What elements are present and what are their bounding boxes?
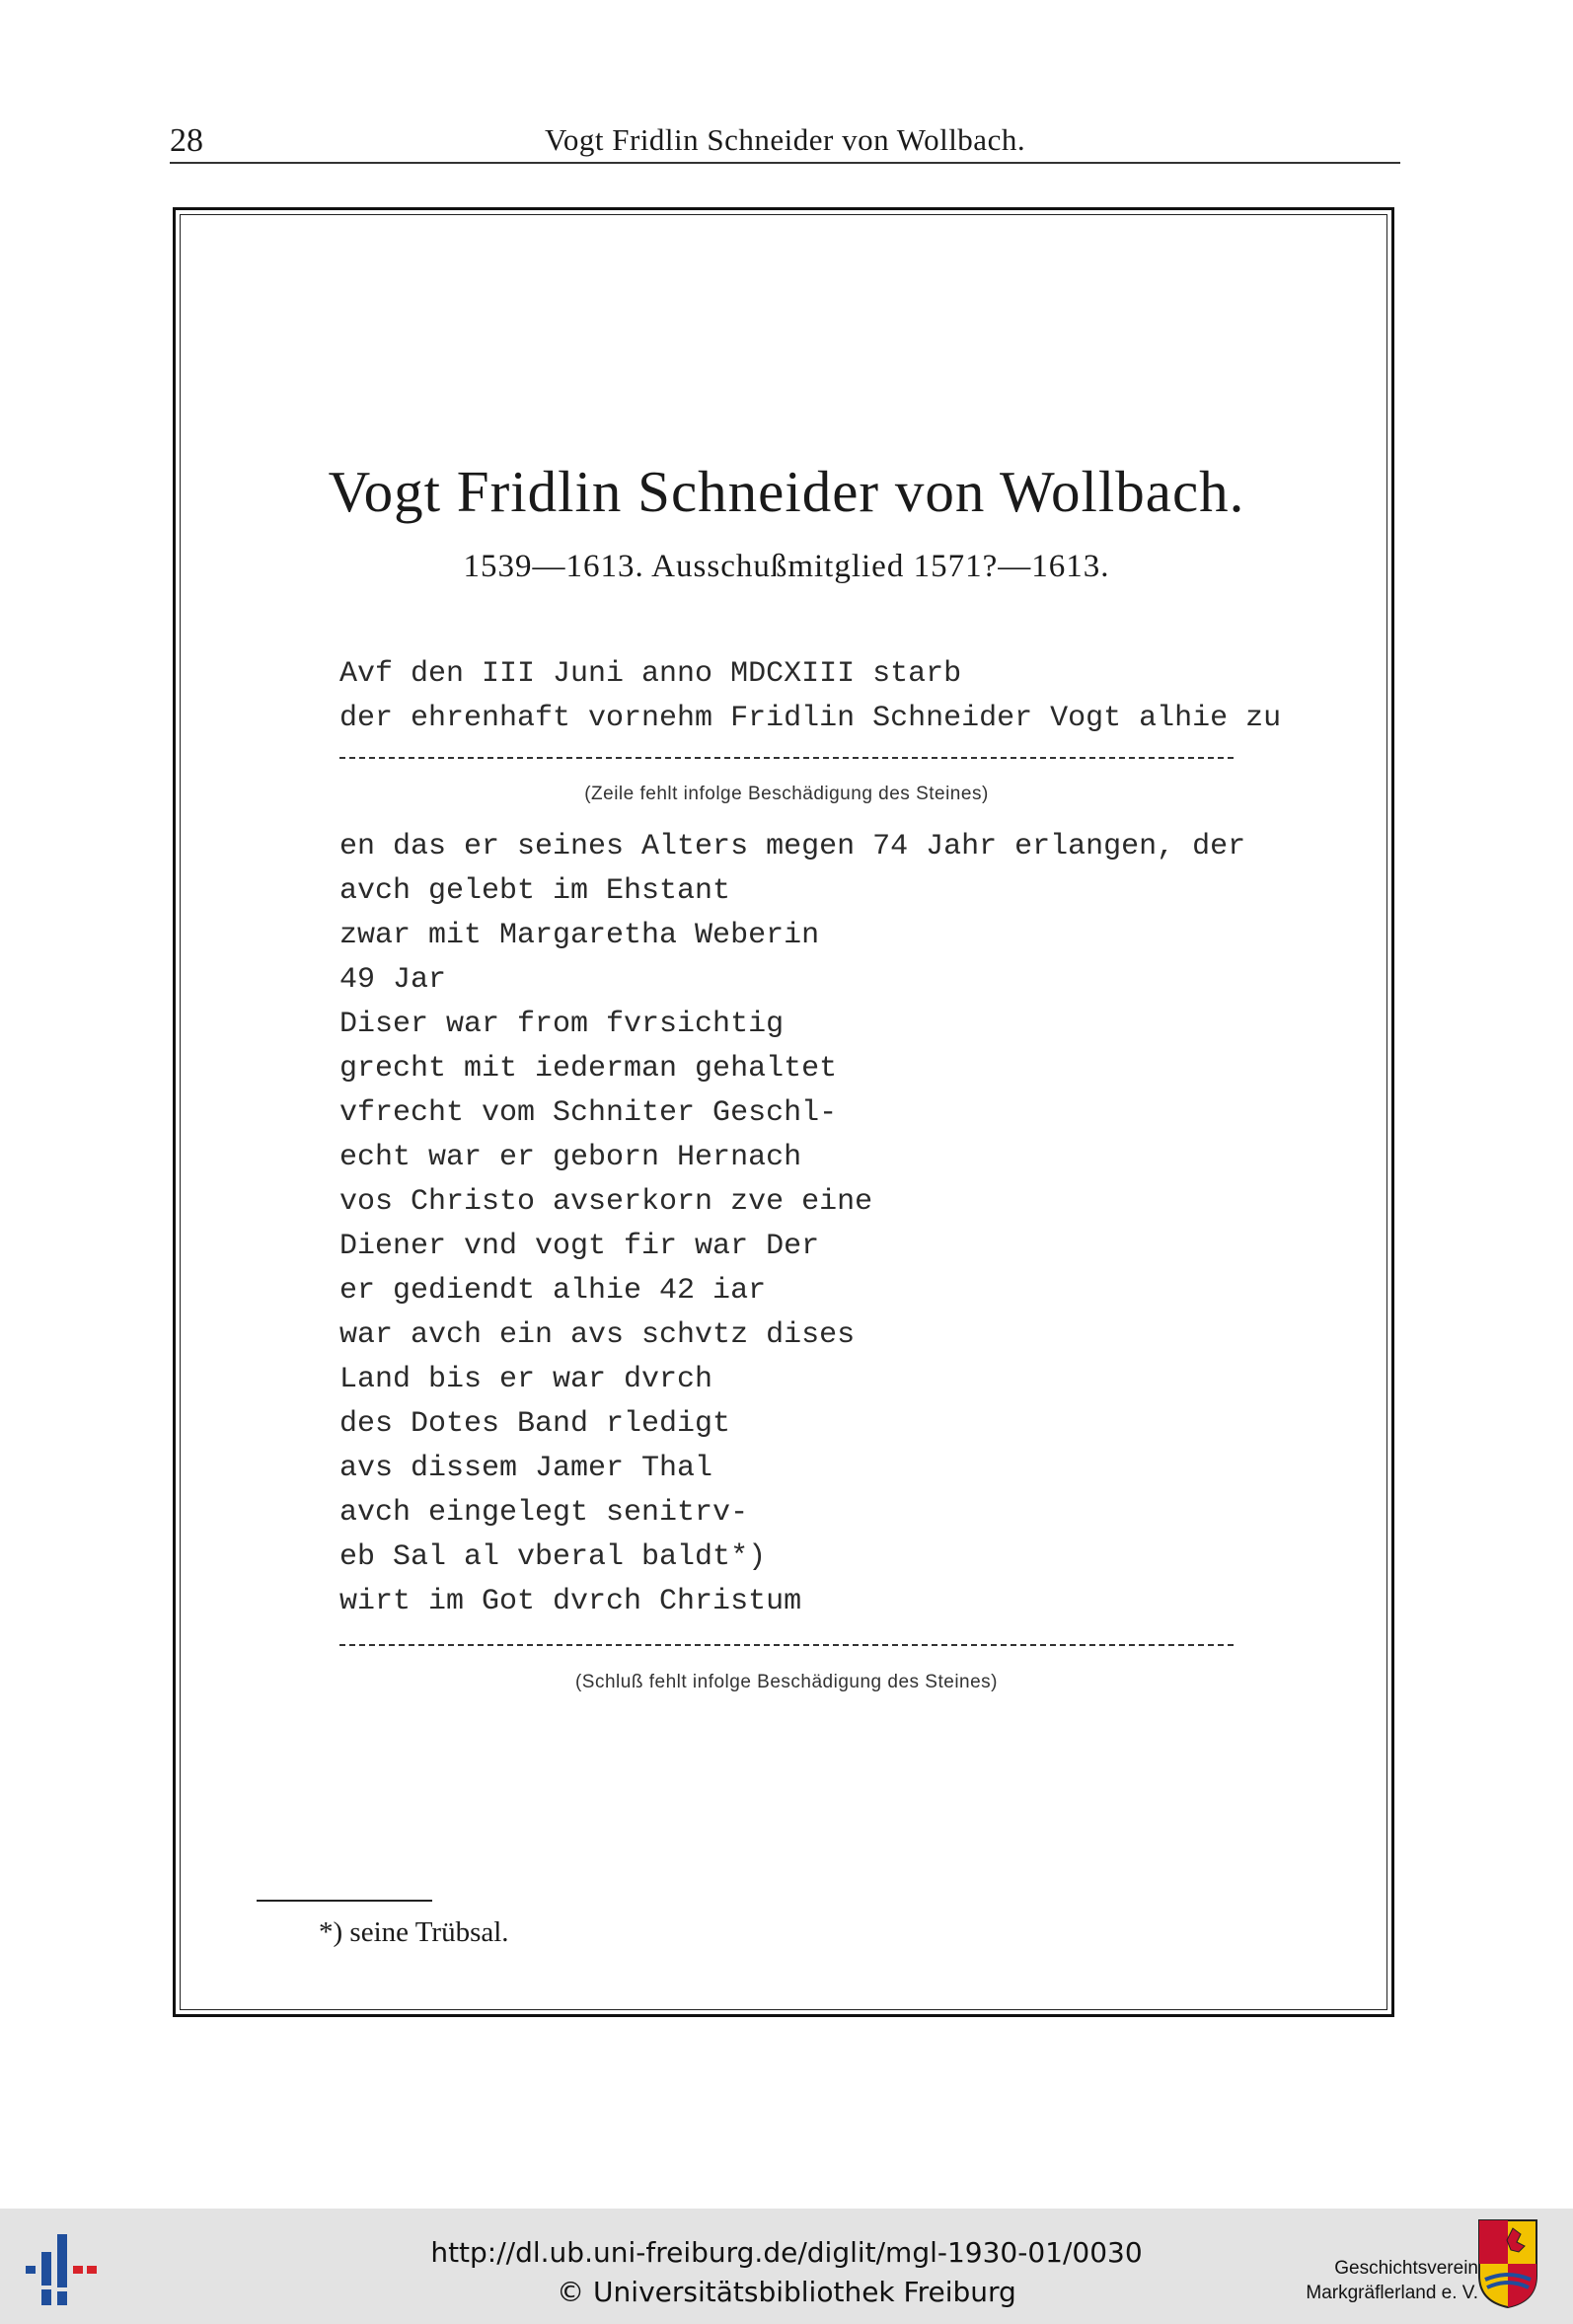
article-title: Vogt Fridlin Schneider von Wollbach. bbox=[328, 459, 1245, 524]
inscription-line: echt war er geborn Hernach bbox=[339, 1141, 802, 1174]
inscription-line: vfrecht vom Schniter Geschl- bbox=[339, 1096, 838, 1130]
end-note: (Schluß fehlt infolge Beschädigung des Steines) bbox=[574, 1672, 999, 1692]
article-subtitle: 1539—1613. Ausschußmitglied 1571?—1613. bbox=[463, 549, 1110, 584]
header-rule bbox=[170, 162, 1400, 164]
running-title: Vogt Fridlin Schneider von Wollbach. bbox=[545, 122, 1026, 157]
inscription-line: en das er seines Alters megen 74 Jahr erlangen, der bbox=[339, 830, 1246, 863]
coat-of-arms-icon bbox=[1477, 2218, 1538, 2309]
inscription-line: 49 Jar bbox=[339, 963, 447, 997]
inscription-line: wirt im Got dvrch Christum bbox=[339, 1585, 802, 1618]
inscription-line: Diser war from fvrsichtig bbox=[339, 1008, 785, 1041]
viewer-footer bbox=[0, 2209, 1573, 2324]
permalink-url[interactable]: http://dl.ub.uni-freiburg.de/diglit/mgl-1930-01/0030 bbox=[430, 2236, 1143, 2269]
inscription-line: eb Sal al vberal baldt*) bbox=[339, 1540, 767, 1574]
inscription-line: er gediendt alhie 42 iar bbox=[339, 1274, 767, 1308]
inscription-line: vos Christo avserkorn zve eine bbox=[339, 1185, 873, 1219]
inscription-line: avs dissem Jamer Thal bbox=[339, 1452, 713, 1485]
inscription-intro bbox=[339, 652, 1282, 741]
inscription-line: grecht mit iederman gehaltet bbox=[339, 1052, 838, 1086]
inscription-line: war avch ein avs schvtz dises bbox=[339, 1318, 856, 1352]
footnote: *) seine Trübsal. bbox=[319, 1916, 509, 1948]
inscription-line: der ehrenhaft vornehm Fridlin Schneider Vogt alhie zu bbox=[339, 702, 1282, 735]
society-name-line: Markgräflerland e. V. bbox=[1306, 2283, 1478, 2303]
gap-note: (Zeile fehlt infolge Beschädigung des Steines) bbox=[584, 784, 989, 804]
page-header bbox=[170, 116, 1400, 162]
inscription-line: avch gelebt im Ehstant bbox=[339, 874, 731, 908]
inscription-line: Land bis er war dvrch bbox=[339, 1363, 713, 1396]
society-name-line: Geschichtsverein bbox=[1334, 2258, 1478, 2279]
copyright-notice: © Universitätsbibliothek Freiburg bbox=[557, 2276, 1016, 2308]
end-dash-rule bbox=[339, 1644, 1234, 1646]
gap-dash-rule bbox=[339, 757, 1234, 759]
page-number: 28 bbox=[170, 122, 203, 159]
inscription-line: Avf den III Juni anno MDCXIII starb bbox=[339, 657, 962, 691]
footnote-rule bbox=[257, 1900, 432, 1902]
inscription-line: des Dotes Band rledigt bbox=[339, 1407, 731, 1441]
inscription-body bbox=[339, 825, 1246, 1624]
inscription-line: avch eingelegt senitrv- bbox=[339, 1496, 749, 1530]
inscription-line: Diener vnd vogt fir war Der bbox=[339, 1230, 820, 1263]
society-name bbox=[1241, 2256, 1478, 2305]
inscription-line: zwar mit Margaretha Weberin bbox=[339, 919, 820, 952]
